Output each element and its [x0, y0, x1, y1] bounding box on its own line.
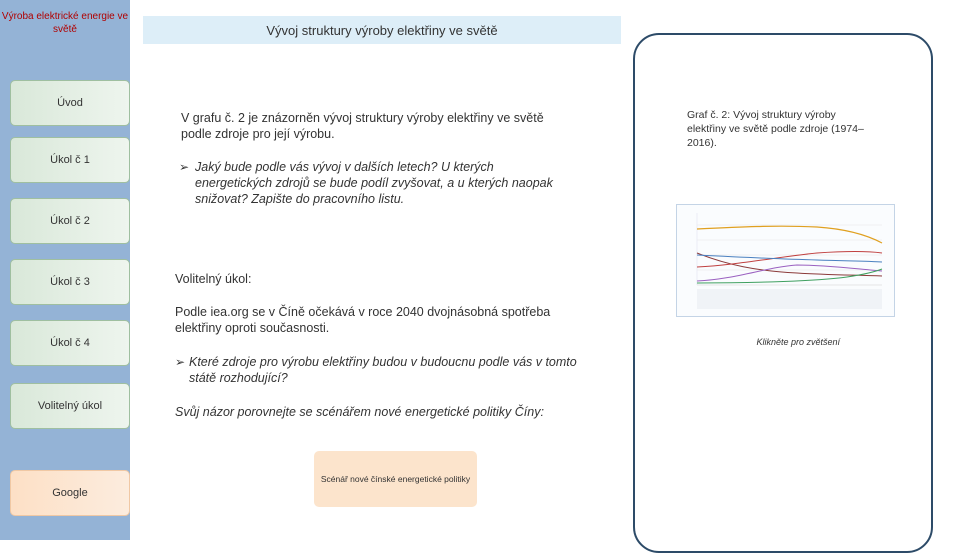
nav-button-volitelny-ukol[interactable] — [10, 383, 130, 429]
nav-button-label: Úkol č 1 — [50, 154, 90, 166]
nav-button-label: Úkol č 2 — [50, 215, 90, 227]
sidebar-title: Výroba elektrické energie ve světě — [1, 11, 129, 35]
nav-button-ukol-2[interactable] — [10, 198, 130, 244]
click-to-enlarge-hint: Klikněte pro zvětšení — [756, 337, 840, 347]
intro-text: V grafu č. 2 je znázorněn vývoj struktury výroby elektřiny ve světě podle zdroje pro její výrobu. — [181, 111, 544, 141]
arrow-bullet-icon: ➢ — [175, 355, 186, 369]
scenario-button-label: Scénář nové čínské energetické politiky — [320, 473, 471, 484]
scenario-button[interactable] — [314, 451, 477, 507]
question-1 — [179, 159, 569, 207]
nav-button-label: Úkol č 4 — [50, 337, 90, 349]
nav-button-ukol-4[interactable] — [10, 320, 130, 366]
nav-button-label: Úkol č 3 — [50, 276, 90, 288]
page-title-bar — [143, 16, 621, 44]
chart-thumbnail-image — [677, 205, 894, 316]
nav-button-ukol-3[interactable] — [10, 259, 130, 305]
chart-caption: Graf č. 2: Vývoj struktury výroby elektřiny ve světě podle zdroje (1974–2016). — [687, 109, 864, 149]
question-2 — [175, 354, 595, 386]
optional-heading: Volitelný úkol: — [175, 272, 252, 286]
nav-button-label: Volitelný úkol — [37, 400, 103, 412]
question-2-text: Které zdroje pro výrobu elektřiny budou v budoucnu podle vás v tomto státě rozhodující? — [189, 355, 577, 385]
question-1-text: Jaký bude podle vás vývoj v dalších letech? U kterých energetických zdrojů se bude podíl zvyšovat, a u kterých naopak snižovat? Zapište do pracovního listu. — [195, 160, 553, 206]
arrow-bullet-icon: ➢ — [179, 160, 190, 174]
chart-thumbnail[interactable] — [676, 204, 895, 317]
nav-button-label: Google — [52, 487, 88, 499]
compare-text: Svůj názor porovnejte se scénářem nové energetické politiky Číny: — [175, 405, 544, 419]
nav-button-uvod[interactable] — [10, 80, 130, 126]
nav-button-label: Úvod — [57, 97, 83, 109]
nav-button-ukol-1[interactable] — [10, 137, 130, 183]
nav-button-google[interactable] — [10, 470, 130, 516]
page-title: Vývoj struktury výroby elektřiny ve světě — [266, 22, 498, 38]
optional-text: Podle iea.org se v Číně očekává v roce 2040 dvojnásobná spotřeba elektřiny oproti současnosti. — [175, 305, 551, 335]
